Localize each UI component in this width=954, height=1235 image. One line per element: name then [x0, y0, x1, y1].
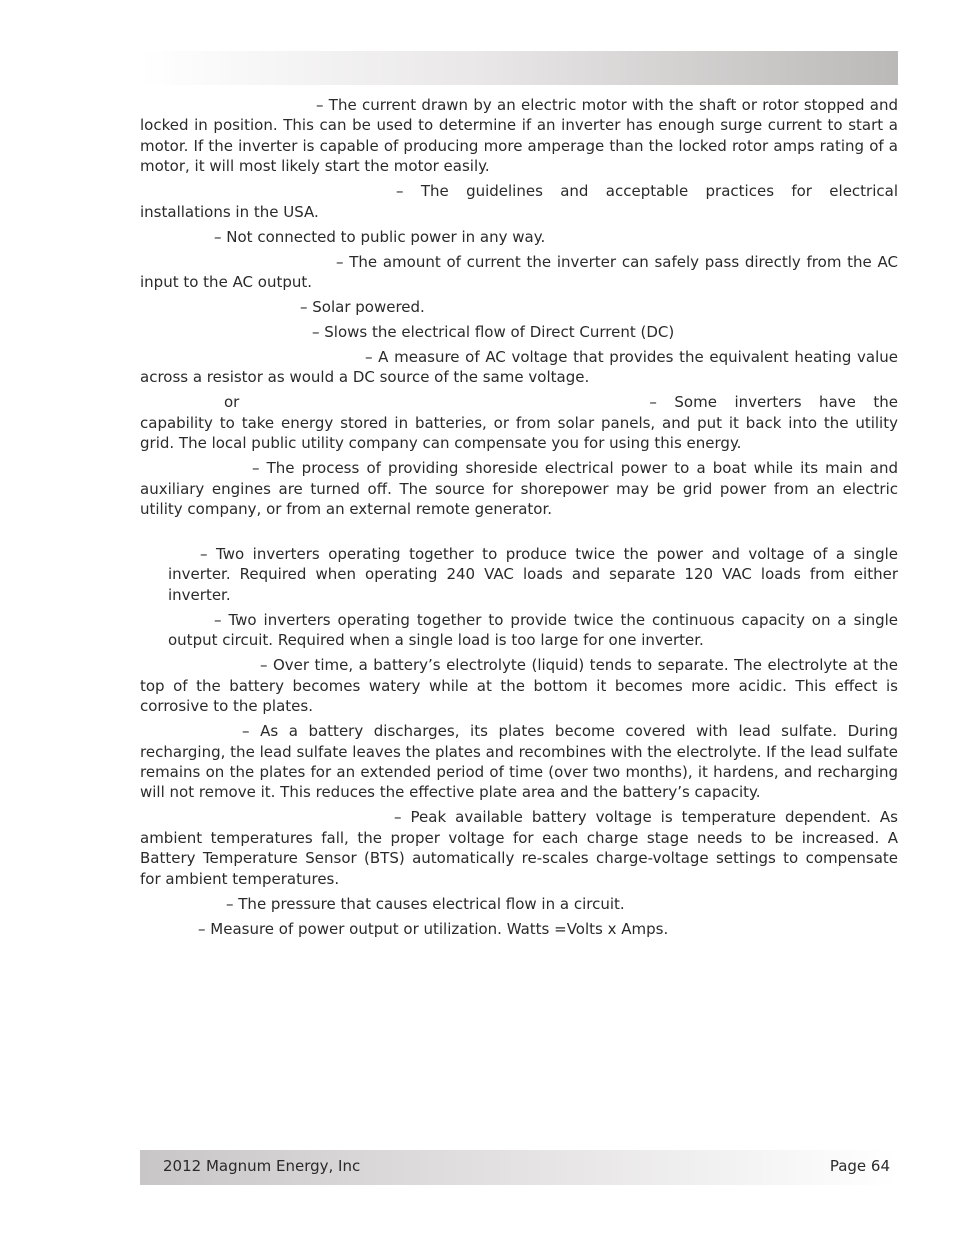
entry-definition: – A measure of AC voltage that provides the equivalent heating value across a resistor as would a DC source of the same voltage. — [140, 348, 898, 387]
glossary-entry — [140, 297, 898, 317]
glossary-entry — [140, 181, 898, 222]
footer-copyright: 2012 Magnum Energy, Inc — [163, 1157, 361, 1175]
glossary-entry — [140, 544, 898, 605]
glossary-entry — [140, 919, 898, 939]
footer-bar — [140, 1150, 898, 1185]
glossary-entry — [140, 655, 898, 716]
glossary-entry — [140, 392, 898, 453]
glossary-entry — [140, 227, 898, 247]
glossary-entry — [140, 610, 898, 651]
glossary-entry — [140, 322, 898, 342]
glossary-entry — [140, 894, 898, 914]
entry-definition: – The guidelines and acceptable practices for electrical installations in the USA. — [140, 182, 898, 221]
section-gap — [140, 524, 898, 544]
header-bar — [140, 51, 898, 85]
entry-definition: – Not connected to public power in any way. — [214, 227, 546, 246]
entry-definition: – Measure of power output or utilization. Watts =Volts x Amps. — [198, 919, 669, 938]
page-number: Page 64 — [829, 1157, 890, 1175]
glossary-entry — [140, 458, 898, 519]
entry-definition: – The amount of current the inverter can safely pass directly from the AC input to the AC output. — [140, 252, 898, 292]
entry-definition: – Slows the electrical flow of Direct Current (DC) — [312, 323, 675, 342]
entry-definition: – Two inverters operating together to produce twice the power and voltage of a single inverter. Required when operating 240 VAC loads and separate 120 VAC loads from either inverter. — [168, 545, 898, 604]
entry-definition: – Solar powered. — [300, 298, 425, 317]
glossary-content — [140, 95, 898, 944]
entry-prefix: or — [224, 393, 240, 412]
entry-definition: – The process of providing shoreside electrical power to a boat while its main and auxiliary engines are turned off. The source for shorepower may be grid power from an electric utility company, or from an external remote generator. — [140, 459, 898, 519]
glossary-entry — [140, 252, 898, 293]
entry-definition: – Some inverters have the capability to take energy stored in batteries, or from solar panels, and put it back into the utility grid. The local public utility company can compensate you for using this energy. — [140, 393, 898, 453]
entry-definition: – Over time, a battery’s electrolyte (liquid) tends to separate. The electrolyte at the top of the battery becomes watery while at the bottom it becomes more acidic. This effect is corrosive to the plates. — [140, 656, 898, 716]
entry-definition: – The current drawn by an electric motor with the shaft or rotor stopped and locked in position. This can be used to determine if an inverter has enough surge current to start a motor. If the inverter is capable of producing more amperage than the locked rotor amps rating of a motor, it will most likely start the motor easily. — [140, 96, 898, 176]
glossary-entry — [140, 807, 898, 889]
entry-definition: – Peak available battery voltage is temperature dependent. As ambient temperatures fall, the proper voltage for each charge stage needs to be increased. A Battery Temperature Sensor (BTS) automatically re-scales charge-voltage settings to compensate for ambient temperatures. — [140, 808, 898, 888]
entry-definition: – Two inverters operating together to provide twice the continuous capacity on a single output circuit. Required when a single load is too large for one inverter. — [168, 610, 898, 650]
entry-definition: – The pressure that causes electrical flow in a circuit. — [226, 894, 625, 913]
glossary-entry — [140, 721, 898, 803]
glossary-entry — [140, 347, 898, 388]
glossary-entry — [140, 95, 898, 177]
entry-definition: – As a battery discharges, its plates become covered with lead sulfate. During recharging, the lead sulfate leaves the plates and recombines with the electrolyte. If the lead sulfate remains on the plates for an extended period of time (over two months), it hardens, and recharging will not remove it. This reduces the effective plate area and the battery’s capacity. — [140, 722, 898, 802]
